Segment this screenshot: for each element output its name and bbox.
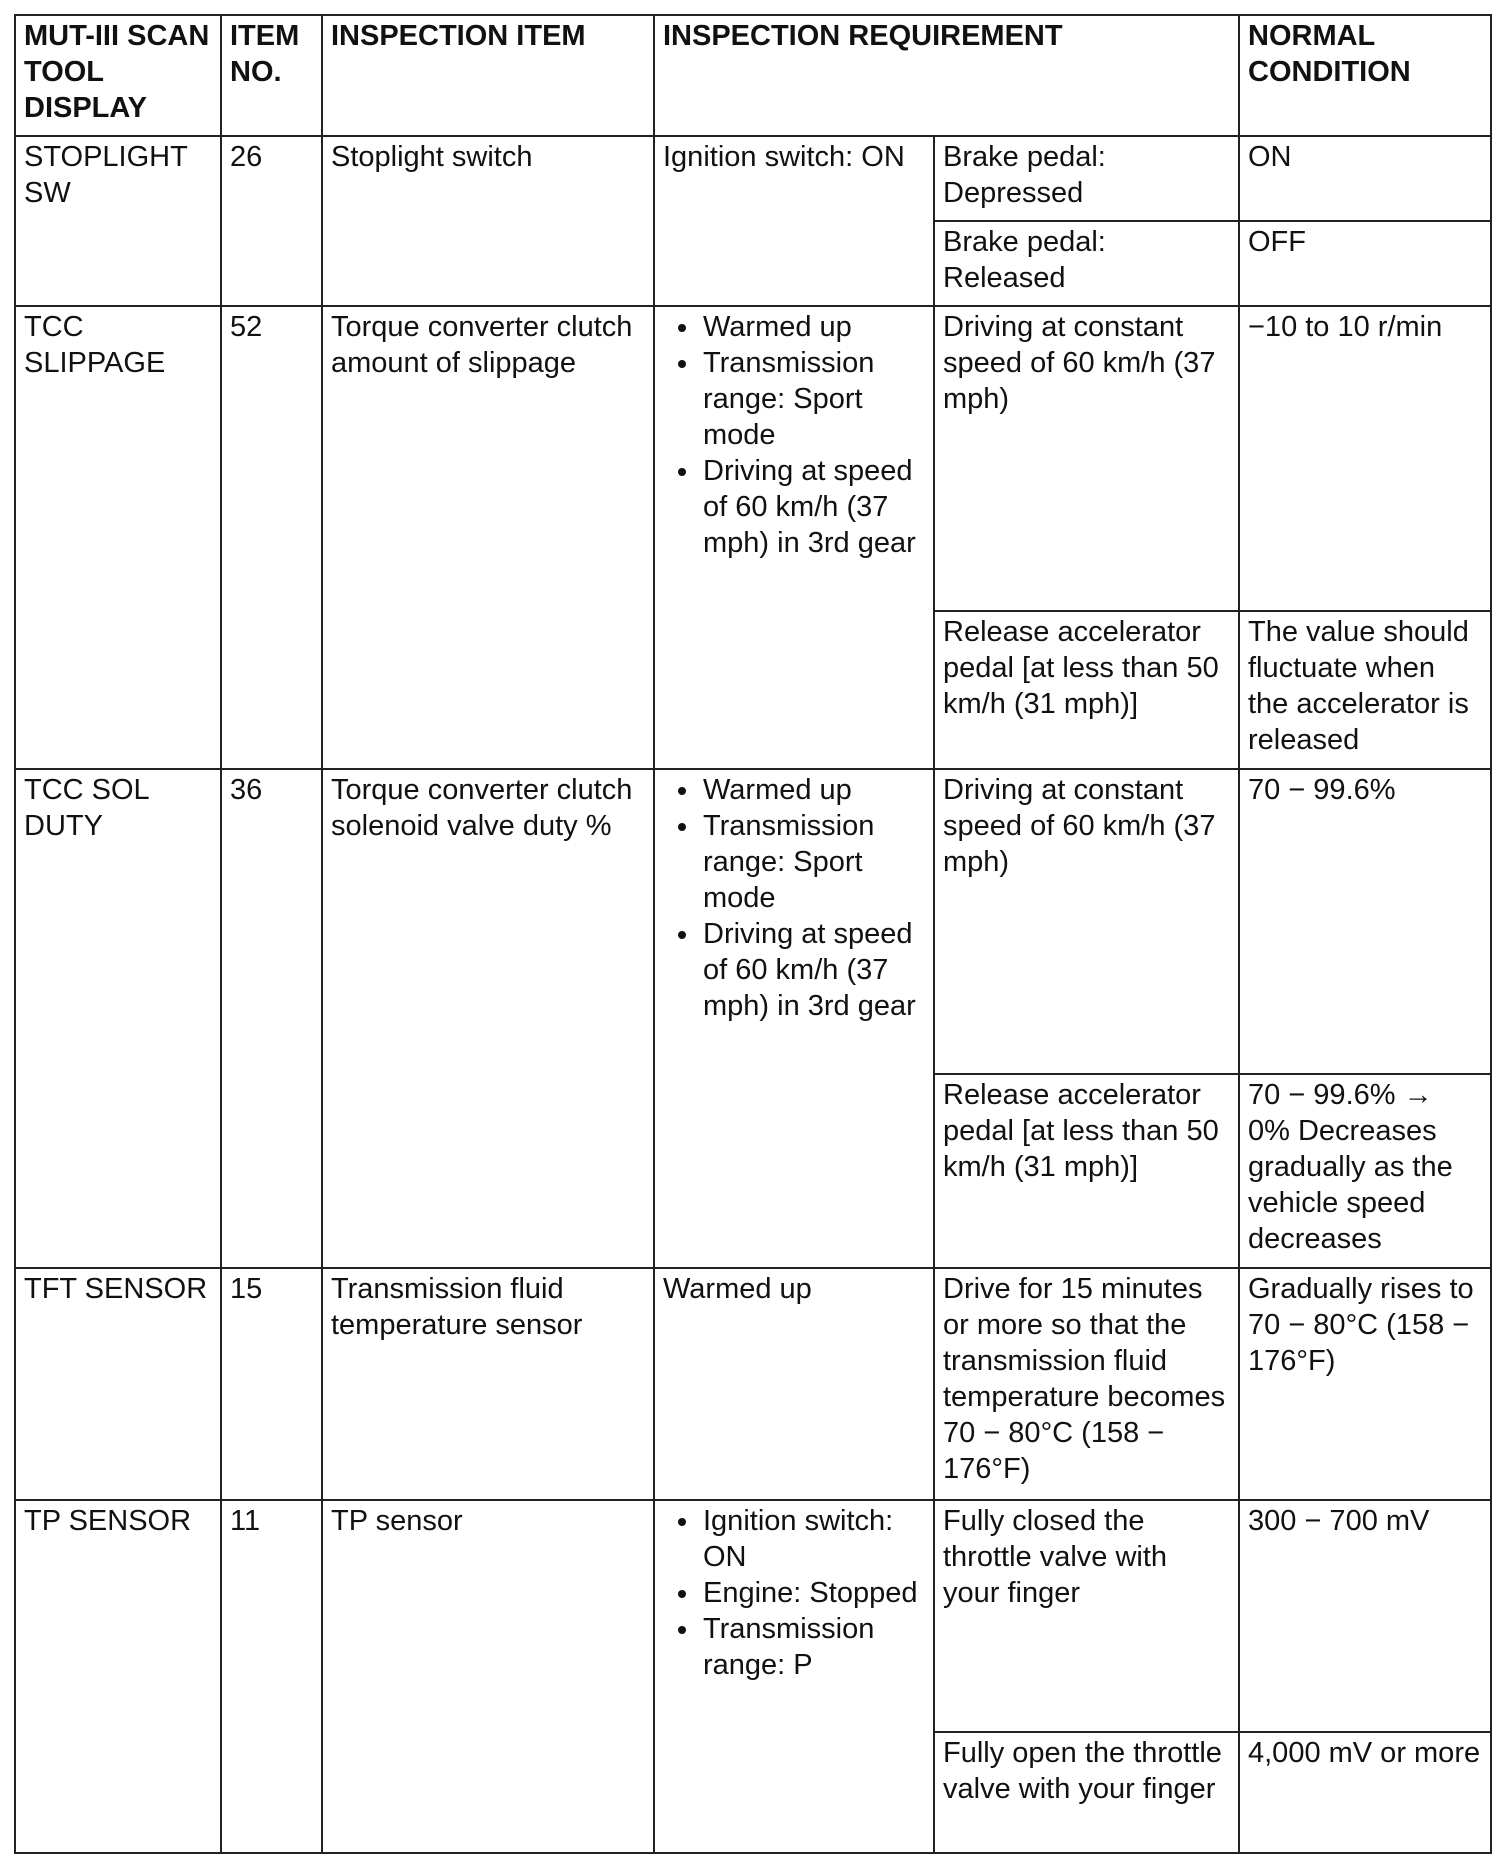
cell-requirement: Ignition switch: ON bbox=[654, 136, 934, 306]
cell-item-no: 15 bbox=[221, 1268, 322, 1500]
list-item: • Engine: Stopped bbox=[701, 1575, 925, 1611]
cell-item-no: 36 bbox=[221, 769, 322, 1268]
header-inspection-item: INSPECTION ITEM bbox=[322, 15, 654, 136]
cell-item-no: 26 bbox=[221, 136, 322, 306]
cell-display: TFT SENSOR bbox=[15, 1268, 221, 1500]
list-item: • Driving at speed of 60 km/h (37 mph) in 3rd gear bbox=[701, 916, 925, 1024]
cell-inspection-item: TP sensor bbox=[322, 1500, 654, 1853]
cell-normal: ON bbox=[1239, 136, 1491, 221]
list-item: • Ignition switch: ON bbox=[701, 1503, 925, 1575]
cell-requirement bbox=[654, 769, 934, 1268]
table-row bbox=[15, 306, 1491, 611]
cell-normal: OFF bbox=[1239, 221, 1491, 306]
requirement-list bbox=[663, 309, 925, 561]
inspection-table bbox=[14, 14, 1492, 1854]
table-row bbox=[15, 1500, 1491, 1732]
list-item: • Driving at speed of 60 km/h (37 mph) in 3rd gear bbox=[701, 453, 925, 561]
cell-inspection-item: Transmission fluid temperature sensor bbox=[322, 1268, 654, 1500]
cell-display: TCC SLIPPAGE bbox=[15, 306, 221, 769]
cell-requirement bbox=[654, 1500, 934, 1853]
cell-normal: Gradually rises to 70 − 80°C (158 − 176°F) bbox=[1239, 1268, 1491, 1500]
header-normal-condition: NORMAL CONDITION bbox=[1239, 15, 1491, 136]
cell-normal: 70 − 99.6% bbox=[1239, 769, 1491, 1074]
cell-condition: Brake pedal: Depressed bbox=[934, 136, 1239, 221]
cell-normal: 4,000 mV or more bbox=[1239, 1732, 1491, 1853]
cell-normal: 70 − 99.6% → 0% Decreases gradually as the vehicle speed decreases bbox=[1239, 1074, 1491, 1268]
cell-condition: Release accelerator pedal [at less than 50 km/h (31 mph)] bbox=[934, 611, 1239, 769]
cell-normal: −10 to 10 r/min bbox=[1239, 306, 1491, 611]
list-item: • Transmission range: P bbox=[701, 1611, 925, 1683]
cell-condition: Driving at constant speed of 60 km/h (37 mph) bbox=[934, 769, 1239, 1074]
cell-condition: Fully open the throttle valve with your finger bbox=[934, 1732, 1239, 1853]
header-item-no: ITEM NO. bbox=[221, 15, 322, 136]
cell-normal: 300 − 700 mV bbox=[1239, 1500, 1491, 1732]
cell-display: STOPLIGHT SW bbox=[15, 136, 221, 306]
cell-condition: Drive for 15 minutes or more so that the transmission fluid temperature becomes 70 − 80°C (158 − 176°F) bbox=[934, 1268, 1239, 1500]
header-display: MUT-III SCAN TOOL DISPLAY bbox=[15, 15, 221, 136]
cell-requirement bbox=[654, 306, 934, 769]
cell-inspection-item: Stoplight switch bbox=[322, 136, 654, 306]
header-inspection-requirement: INSPECTION REQUIREMENT bbox=[654, 15, 1239, 136]
requirement-list bbox=[663, 1503, 925, 1683]
table-row bbox=[15, 769, 1491, 1074]
cell-requirement: Warmed up bbox=[654, 1268, 934, 1500]
cell-condition: Brake pedal: Released bbox=[934, 221, 1239, 306]
table-row bbox=[15, 1268, 1491, 1500]
cell-condition: Release accelerator pedal [at less than 50 km/h (31 mph)] bbox=[934, 1074, 1239, 1268]
cell-display: TCC SOL DUTY bbox=[15, 769, 221, 1268]
header-row bbox=[15, 15, 1491, 136]
cell-condition: Driving at constant speed of 60 km/h (37 mph) bbox=[934, 306, 1239, 611]
cell-normal: The value should fluctuate when the accelerator is released bbox=[1239, 611, 1491, 769]
list-item: • Transmission range: Sport mode bbox=[701, 808, 925, 916]
list-item: • Warmed up bbox=[701, 772, 925, 808]
table-row bbox=[15, 136, 1491, 221]
cell-item-no: 11 bbox=[221, 1500, 322, 1853]
cell-inspection-item: Torque converter clutch amount of slippage bbox=[322, 306, 654, 769]
cell-condition: Fully closed the throttle valve with your finger bbox=[934, 1500, 1239, 1732]
cell-display: TP SENSOR bbox=[15, 1500, 221, 1853]
list-item: • Warmed up bbox=[701, 309, 925, 345]
requirement-list bbox=[663, 772, 925, 1024]
cell-item-no: 52 bbox=[221, 306, 322, 769]
list-item: • Transmission range: Sport mode bbox=[701, 345, 925, 453]
cell-inspection-item: Torque converter clutch solenoid valve duty % bbox=[322, 769, 654, 1268]
